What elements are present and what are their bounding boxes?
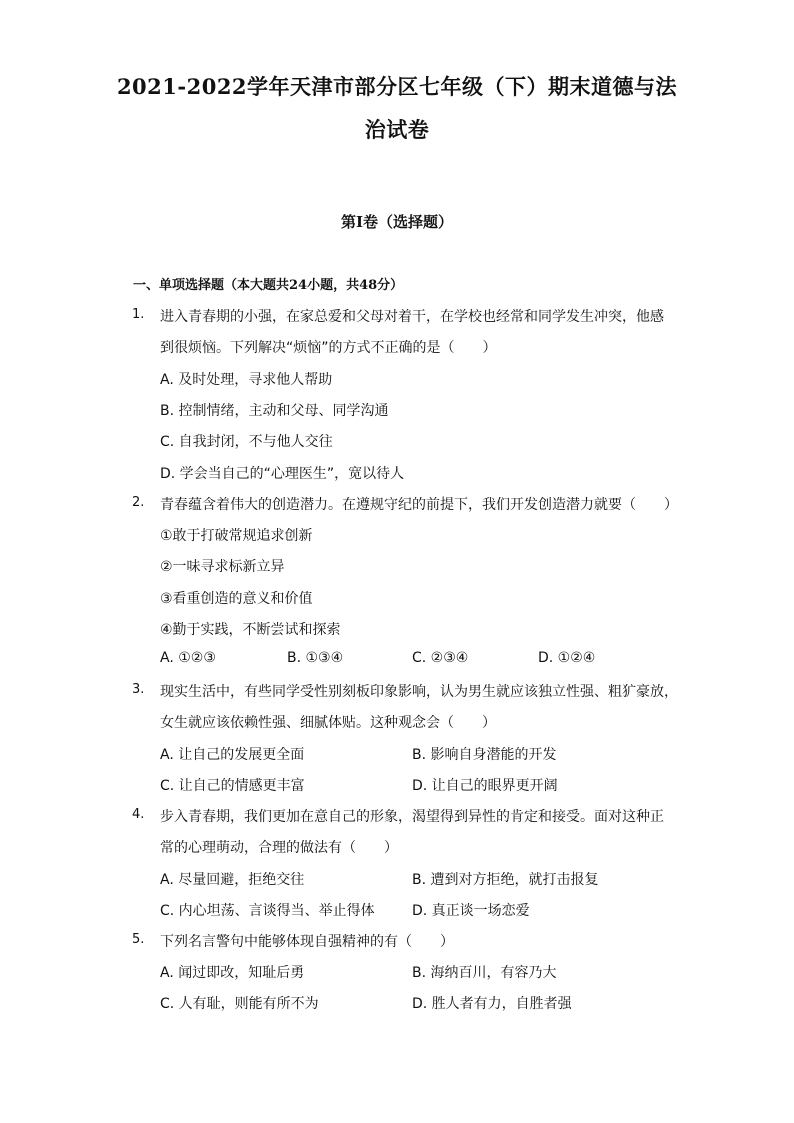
question-stem-line: 现实生活中，有些同学受性别刻板印象影响，认为男生就应该独立性强、粗犷豪放， <box>160 684 678 700</box>
option-d: D. ①②④ <box>538 650 596 666</box>
option-b: B. 海纳百川，有容乃大 <box>412 965 557 981</box>
option-d: D. 真正谈一场恋爱 <box>412 903 530 919</box>
option-b: B. 遭到对方拒绝，就打击报复 <box>412 872 599 888</box>
question-number: 4. <box>132 807 145 822</box>
exam-title-line-2: 治试卷 <box>364 117 430 142</box>
option-c: C. ②③④ <box>412 650 469 666</box>
question-stem-line: 女生就应该依赖性强、细腻体贴。这种观念会（ ） <box>160 715 496 731</box>
question-stem-line: 下列名言警句中能够体现自强精神的有（ ） <box>160 934 454 950</box>
question-stem-line: 进入青春期的小强，在家总爱和父母对着干，在学校也经常和同学发生冲突，他感 <box>160 309 664 325</box>
option-a: A. 闻过即改，知耻后勇 <box>160 965 305 981</box>
question-number: 1. <box>132 307 145 322</box>
exam-title-line-1: 2021-2022学年天津市部分区七年级（下）期末道德与法 <box>116 74 678 99</box>
option-d: D. 让自己的眼界更开阔 <box>412 778 558 794</box>
option-a: A. 及时处理，寻求他人帮助 <box>160 372 333 388</box>
option-a: A. 让自己的发展更全面 <box>160 747 305 763</box>
section-heading: 一、单项选择题（本大题共24小题，共48分） <box>133 278 404 293</box>
option-a: A. ①②③ <box>160 650 216 666</box>
question-number: 2. <box>132 495 145 510</box>
option-c: C. 让自己的情感更丰富 <box>160 778 305 794</box>
question-stem-line: 常的心理萌动，合理的做法有（ ） <box>160 840 398 856</box>
option-a: A. 尽量回避，拒绝交往 <box>160 872 305 888</box>
option-b: B. ①③④ <box>287 650 344 666</box>
statement-item: ④勤于实践，不断尝试和探索 <box>160 622 341 638</box>
option-b: B. 控制情绪，主动和父母、同学沟通 <box>160 403 389 419</box>
option-c: C. 内心坦荡、言谈得当、举止得体 <box>160 903 375 919</box>
question-stem-line: 到很烦恼。下列解决“烦恼”的方式不正确的是（ ） <box>160 340 497 356</box>
option-d: D. 学会当自己的“心理医生”，宽以待人 <box>160 466 405 482</box>
question-number: 5. <box>132 932 145 947</box>
statement-item: ①敢于打破常规追求创新 <box>160 528 313 544</box>
option-c: C. 自我封闭，不与他人交往 <box>160 434 333 450</box>
question-number: 3. <box>132 682 145 697</box>
question-stem-line: 步入青春期，我们更加在意自己的形象，渴望得到异性的肯定和接受。面对这种正 <box>160 809 664 825</box>
question-stem-line: 青春蕴含着伟大的创造潜力。在遵规守纪的前提下，我们开发创造潜力就要（ ） <box>160 497 678 513</box>
option-c: C. 人有耻，则能有所不为 <box>160 996 319 1012</box>
option-d: D. 胜人者有力，自胜者强 <box>412 996 572 1012</box>
option-b: B. 影响自身潜能的开发 <box>412 747 557 763</box>
statement-item: ③看重创造的意义和价值 <box>160 591 313 607</box>
statement-item: ②一味寻求标新立异 <box>160 559 285 575</box>
part-heading: 第Ⅰ卷（选择题） <box>340 213 454 231</box>
